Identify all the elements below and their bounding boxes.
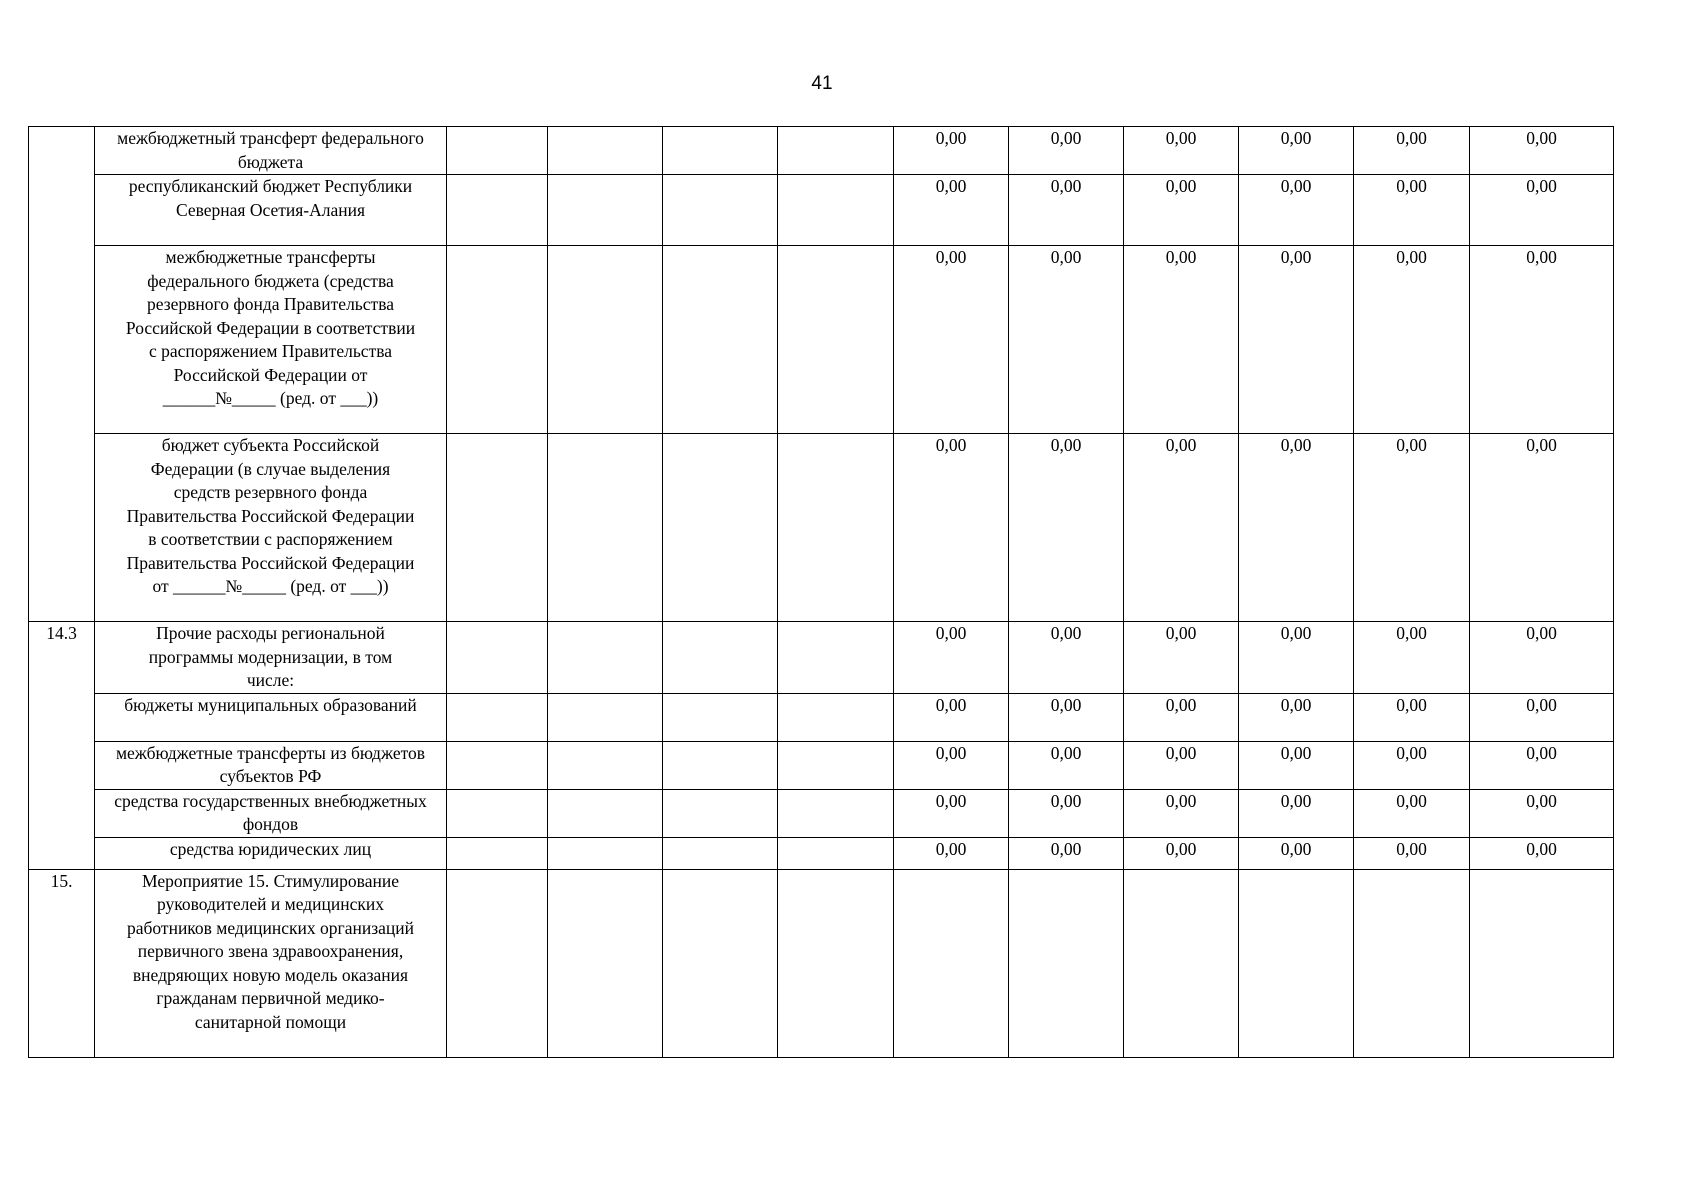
value-cell: 0,00 (1124, 434, 1239, 622)
value-cell (663, 246, 778, 434)
row-name-text: республиканский бюджет Республики Северная Осетия-Алания (128, 176, 413, 220)
table-row (29, 741, 1614, 789)
value-cell: 0,00 (1239, 127, 1354, 175)
value-cell: 0,00 (1470, 434, 1614, 622)
value-cell: 0,00 (1009, 741, 1124, 789)
row-name-text: средства государственных внебюджетных фондов (114, 790, 427, 834)
value-cell: 0,00 (894, 837, 1009, 869)
row-name-text: межбюджетный трансферт федерального бюджета (117, 128, 424, 172)
value-cell (447, 741, 548, 789)
value-cell (663, 434, 778, 622)
value-cell: 0,00 (1009, 693, 1124, 741)
value-cell (663, 693, 778, 741)
value-cell (778, 127, 894, 175)
value-cell (447, 789, 548, 837)
value-cell: 0,00 (894, 434, 1009, 622)
value-cell (447, 175, 548, 246)
table-row (29, 246, 1614, 434)
value-cell: 0,00 (1470, 622, 1614, 694)
row-number: 15. (29, 869, 95, 1057)
row-name-text: бюджет субъекта Российской Федерации (в случае выделения средств резервного фонда Правительства Российской Федерации в соответствии с распоряжением Правительства Российской Федерации от ______№_____ (ред. от ___)) (126, 435, 415, 596)
value-cell (548, 693, 663, 741)
value-cell: 0,00 (1470, 789, 1614, 837)
value-cell: 0,00 (894, 127, 1009, 175)
value-cell: 0,00 (1009, 837, 1124, 869)
value-cell: 0,00 (1124, 789, 1239, 837)
value-cell: 0,00 (1470, 837, 1614, 869)
value-cell (663, 789, 778, 837)
value-cell: 0,00 (1009, 434, 1124, 622)
row-name-text: средства юридических лиц (169, 838, 372, 859)
value-cell: 0,00 (1354, 434, 1470, 622)
value-cell (447, 434, 548, 622)
value-cell (778, 622, 894, 694)
value-cell (447, 693, 548, 741)
table-row (29, 175, 1614, 246)
value-cell (548, 869, 663, 1057)
value-cell (1239, 869, 1354, 1057)
value-cell: 0,00 (1009, 622, 1124, 694)
value-cell (548, 741, 663, 789)
row-name (95, 127, 447, 175)
value-cell (1354, 869, 1470, 1057)
row-name (95, 175, 447, 246)
value-cell: 0,00 (894, 789, 1009, 837)
row-name (95, 693, 447, 741)
value-cell (663, 622, 778, 694)
value-cell (447, 622, 548, 694)
value-cell (1124, 869, 1239, 1057)
table-row (29, 789, 1614, 837)
row-name (95, 869, 447, 1057)
value-cell (548, 434, 663, 622)
value-cell: 0,00 (1009, 246, 1124, 434)
value-cell (447, 837, 548, 869)
value-cell: 0,00 (1239, 837, 1354, 869)
row-name-text: бюджеты муниципальных образований (124, 694, 417, 715)
value-cell: 0,00 (1470, 175, 1614, 246)
value-cell (778, 789, 894, 837)
value-cell: 0,00 (1124, 693, 1239, 741)
budget-table (28, 126, 1614, 1058)
row-name (95, 622, 447, 694)
value-cell (778, 246, 894, 434)
value-cell: 0,00 (1239, 434, 1354, 622)
row-name-text: Прочие расходы региональной программы модернизации, в том числе: (148, 623, 393, 690)
value-cell: 0,00 (894, 693, 1009, 741)
table-row (29, 693, 1614, 741)
row-number (29, 127, 95, 622)
value-cell: 0,00 (1354, 789, 1470, 837)
value-cell: 0,00 (1354, 837, 1470, 869)
value-cell (778, 869, 894, 1057)
value-cell (548, 127, 663, 175)
value-cell (778, 741, 894, 789)
row-name-text: межбюджетные трансферты федерального бюджета (средства резервного фонда Правительства Российской Федерации в соответствии с распоряжением Правительства Российской Федерации от ______№_____ (ред. от ___)) (125, 247, 416, 408)
value-cell (663, 837, 778, 869)
value-cell: 0,00 (1354, 741, 1470, 789)
value-cell (1470, 869, 1614, 1057)
value-cell: 0,00 (1239, 741, 1354, 789)
value-cell (778, 434, 894, 622)
value-cell: 0,00 (1239, 622, 1354, 694)
value-cell: 0,00 (1124, 741, 1239, 789)
table-body (29, 127, 1614, 1058)
value-cell: 0,00 (1124, 622, 1239, 694)
value-cell (548, 175, 663, 246)
value-cell: 0,00 (894, 741, 1009, 789)
value-cell: 0,00 (1239, 246, 1354, 434)
value-cell: 0,00 (1124, 127, 1239, 175)
value-cell: 0,00 (1354, 127, 1470, 175)
table-row (29, 434, 1614, 622)
value-cell (447, 246, 548, 434)
value-cell: 0,00 (1239, 789, 1354, 837)
value-cell (894, 869, 1009, 1057)
value-cell: 0,00 (1009, 789, 1124, 837)
value-cell: 0,00 (894, 622, 1009, 694)
value-cell (778, 837, 894, 869)
value-cell: 0,00 (894, 246, 1009, 434)
value-cell: 0,00 (1470, 741, 1614, 789)
value-cell (548, 837, 663, 869)
row-number: 14.3 (29, 622, 95, 870)
value-cell (548, 622, 663, 694)
value-cell: 0,00 (1124, 246, 1239, 434)
value-cell (663, 741, 778, 789)
row-name (95, 741, 447, 789)
value-cell (663, 127, 778, 175)
row-name (95, 434, 447, 622)
value-cell: 0,00 (1470, 127, 1614, 175)
value-cell: 0,00 (1124, 837, 1239, 869)
value-cell: 0,00 (1354, 693, 1470, 741)
value-cell (1009, 869, 1124, 1057)
value-cell: 0,00 (1470, 246, 1614, 434)
page-number: 41 (811, 73, 833, 94)
row-name (95, 789, 447, 837)
table-row (29, 869, 1614, 1057)
value-cell (447, 869, 548, 1057)
value-cell: 0,00 (1470, 693, 1614, 741)
value-cell: 0,00 (1354, 175, 1470, 246)
table-row (29, 622, 1614, 694)
value-cell (663, 175, 778, 246)
value-cell: 0,00 (1239, 693, 1354, 741)
value-cell (778, 175, 894, 246)
row-name-text: Мероприятие 15. Стимулирование руководителей и медицинских работников медицинских организаций первичного звена здравоохранения, внедряющих новую модель оказания гражданам первичной медико-санитарной помощи (126, 870, 414, 1032)
value-cell: 0,00 (1354, 246, 1470, 434)
table-row (29, 837, 1614, 869)
value-cell: 0,00 (1124, 175, 1239, 246)
table-row (29, 127, 1614, 175)
value-cell: 0,00 (1239, 175, 1354, 246)
value-cell: 0,00 (1354, 622, 1470, 694)
value-cell (778, 693, 894, 741)
value-cell (548, 789, 663, 837)
row-name-text: межбюджетные трансферты из бюджетов субъектов РФ (115, 742, 426, 786)
value-cell (663, 869, 778, 1057)
row-name (95, 246, 447, 434)
row-name (95, 837, 447, 869)
value-cell (447, 127, 548, 175)
value-cell: 0,00 (1009, 127, 1124, 175)
value-cell: 0,00 (1009, 175, 1124, 246)
value-cell: 0,00 (894, 175, 1009, 246)
value-cell (548, 246, 663, 434)
